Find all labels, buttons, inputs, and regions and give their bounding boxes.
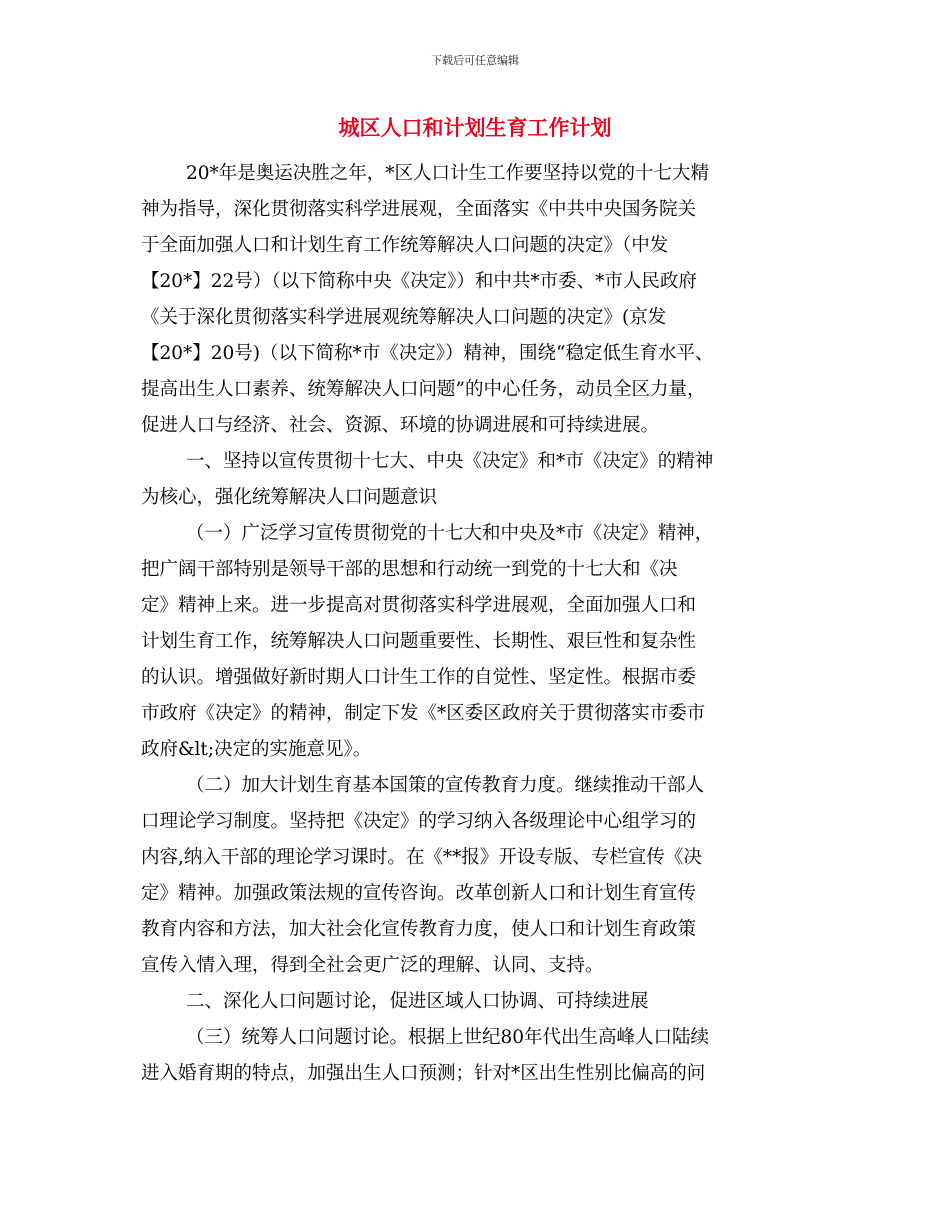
paragraph-line: 20*年是奥运决胜之年，*区人口计生工作要坚持以党的十七大精 bbox=[186, 163, 710, 184]
paragraph-line: 定》精神。加强政策法规的宣传咨询。改革创新人口和计划生育宣传 bbox=[141, 883, 697, 904]
paragraph-line: 政府&lt;决定的实施意见》。 bbox=[141, 739, 372, 760]
paragraph-line: （二）加大计划生育基本国策的宣传教育力度。继续推动干部人 bbox=[186, 775, 705, 796]
paragraph-line: 计划生育工作，统筹解决人口问题重要性、长期性、艰巨性和复杂性 bbox=[141, 631, 697, 652]
paragraph-line: 把广阔干部特别是领导干部的思想和行动统一到党的十七大和《决 bbox=[141, 559, 678, 580]
document-body bbox=[141, 156, 831, 1092]
paragraph-line: 进入婚育期的特点，加强出生人口预测；针对*区出生性别比偏高的问 bbox=[141, 1063, 706, 1084]
paragraph-line: 口理论学习制度。坚持把《决定》的学习纳入各级理论中心组学习的 bbox=[141, 811, 697, 832]
paragraph-line: 市政府《决定》的精神，制定下发《*区委区政府关于贯彻落实市委市 bbox=[141, 703, 706, 724]
paragraph-line: 宣传入情入理，得到全社会更广泛的理解、认同、支持。 bbox=[141, 955, 604, 976]
paragraph-line: 提高出生人口素养、统筹解决人口问题”的中心任务，动员全区力量， bbox=[141, 379, 706, 400]
section-heading-line: 为核心，强化统筹解决人口问题意识 bbox=[141, 487, 438, 508]
section-heading-line: 二、深化人口问题讨论，促进区域人口协调、可持续进展 bbox=[186, 991, 649, 1012]
page-header-note: 下载后可任意编辑 bbox=[431, 54, 519, 67]
paragraph-line: 促进人口与经济、社会、资源、环境的协调进展和可持续进展。 bbox=[141, 415, 660, 436]
section-heading-line: 一、坚持以宣传贯彻十七大、中央《决定》和*市《决定》的精神 bbox=[186, 451, 714, 472]
paragraph-line: （三）统筹人口问题讨论。根据上世纪80年代出生高峰人口陆续 bbox=[186, 1027, 710, 1048]
document-title: 城区人口和计划生育工作计划 bbox=[338, 115, 612, 140]
paragraph-line: 神为指导，深化贯彻落实科学进展观，全面落实《中共中央国务院关 bbox=[141, 199, 697, 220]
paragraph-line: 的认识。增强做好新时期人口计生工作的自觉性、坚定性。根据市委 bbox=[141, 667, 697, 688]
paragraph-line: 于全面加强人口和计划生育工作统筹解决人口问题的决定》（中发 bbox=[141, 235, 669, 256]
paragraph-line: 教育内容和方法，加大社会化宣传教育力度，使人口和计划生育政策 bbox=[141, 919, 697, 940]
paragraph-line: 内容,纳入干部的理论学习课时。在《**报》开设专版、专栏宣传《决 bbox=[141, 847, 702, 868]
paragraph-line: 《关于深化贯彻落实科学进展观统筹解决人口问题的决定》(京发 bbox=[141, 307, 667, 328]
paragraph-line: （一）广泛学习宣传贯彻党的十七大和中央及*市《决定》精神， bbox=[186, 523, 714, 544]
paragraph-line: 【20*】22号）（以下简称中央《决定》）和中共*市委、*市人民政府 bbox=[141, 271, 697, 292]
paragraph-line: 【20*】20号)（以下简称*市《决定》）精神，围绕“稳定低生育水平、 bbox=[141, 343, 714, 364]
paragraph-line: 定》精神上来。进一步提高对贯彻落实科学进展观，全面加强人口和 bbox=[141, 595, 697, 616]
